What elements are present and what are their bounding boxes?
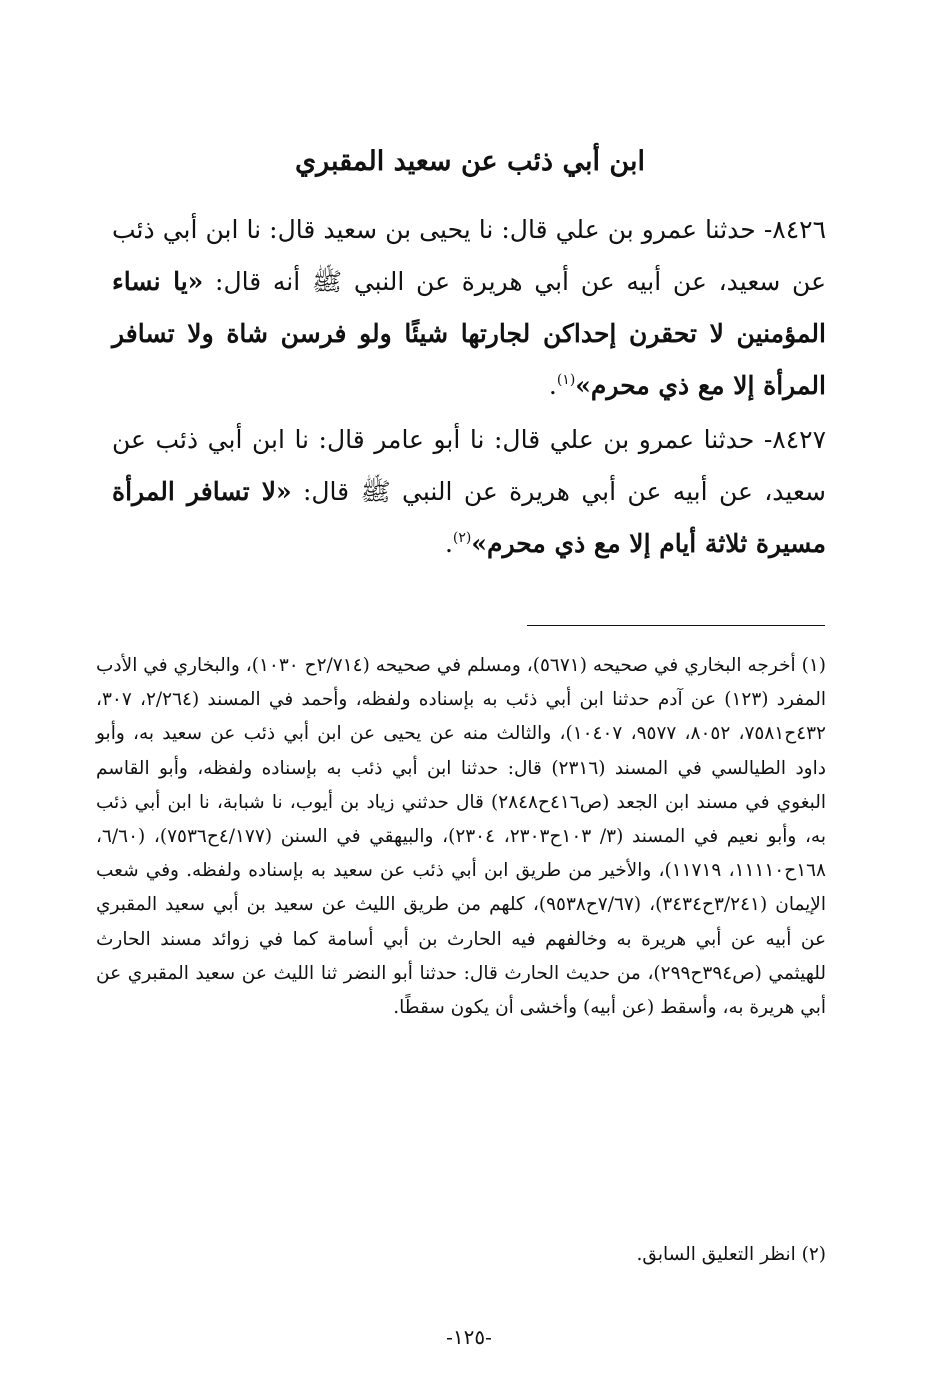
footnote-ref: (٢) — [452, 530, 472, 546]
page-number: -١٢٥- — [446, 1325, 492, 1349]
footnote-marker: (٢) — [801, 1244, 826, 1265]
footnote-text: انظر التعليق السابق. — [636, 1244, 802, 1265]
hadith-end: . — [548, 371, 557, 400]
footnote-2 — [96, 1238, 826, 1272]
hadith-isnad: حدثنا عمرو بن علي قال: نا أبو عامر قال: نا ابن أبي ذئب عن سعيد، عن أبيه عن أبي هريرة عن النبي ﷺ قال: — [112, 425, 826, 506]
hadith-end: . — [444, 529, 453, 558]
hadith-matn: «لا تسافر المرأة مسيرة ثلاثة أيام إلا مع ذي محرم» — [112, 477, 826, 558]
section-title: ابن أبي ذئب عن سعيد المقبري — [295, 146, 645, 177]
hadith-number: ٨٤٢٦- — [763, 215, 826, 244]
hadith-isnad: حدثنا عمرو بن علي قال: نا يحيى بن سعيد قال: نا ابن أبي ذئب عن سعيد، عن أبيه عن أبي هريرة عن النبي ﷺ أنه قال: — [112, 215, 826, 296]
footnote-1 — [96, 649, 826, 1025]
hadith-8426 — [112, 204, 826, 412]
footnote-text: أخرجه البخاري في صحيحه (٥٦٧١)، ومسلم في صحيحه (٢/٧١٤ح ١٠٣٠)، والبخاري في الأدب المفرد (١٢٣) عن آدم حدثنا ابن أبي ذئب به بإسناده ولفظه، وأحمد في المسند (٢/٢٦٤، ٣٠٧، ٤٣٢ح٧٥٨١، ٨٠٥٢، ٩٥٧٧، ١٠٤٠٧)، والثالث منه عن يحيى عن ابن أبي ذئب عن سعيد به، وأبو داود الطيالسي في المسند (٢٣١٦) قال: حدثنا ابن أبي ذئب به بإسناده ولفظه، وأبو القاسم البغوي في مسند ابن الجعد (ص٤١٦ح٢٨٤٨) قال حدثني زياد بن أيوب، نا شبابة، نا ابن أبي ذئب به، وأبو نعيم في المسند (٣/ ١٠٣ح٢٣٠٣، ٢٣٠٤)، والبيهقي في السنن (٤/١٧٧ح٧٥٣٦)، (٦/٦٠، ١٦٨ح١١١١٠، ١١٧١٩)، والأخير من طريق ابن أبي ذئب عن سعيد به بإسناده ولفظه. وفي شعب الإيمان (٣/٢٤١ح٣٤٣٤)، (٧/٦٧ح٩٥٣٨)، كلهم من طريق الليث عن سعيد بن أبي سعيد المقبري عن أبيه عن أبي هريرة به وخالفهم فيه الحارث بن أبي أسامة كما في زوائد مسند الحارث للهيثمي (ص٣٩٤ح٢٩٩)، من حديث الحارث قال: حدثنا أبو النضر ثنا الليث عن سعيد المقبري عن أبي هريرة به، وأسقط (عن أبيه) وأخشى أن يكون سقطًا. — [96, 655, 826, 1019]
hadith-8427 — [112, 414, 826, 570]
footnote-separator — [527, 625, 825, 626]
hadith-number: ٨٤٢٧- — [763, 425, 826, 454]
footnote-marker: (١) — [801, 655, 826, 676]
footnote-ref: (١) — [556, 372, 576, 388]
hadith-matn: «يا نساء المؤمنين لا تحقرن إحداكن لجارتها شيئًا ولو فرسن شاة ولا تسافر المرأة إلا مع ذي محرم» — [112, 267, 826, 400]
